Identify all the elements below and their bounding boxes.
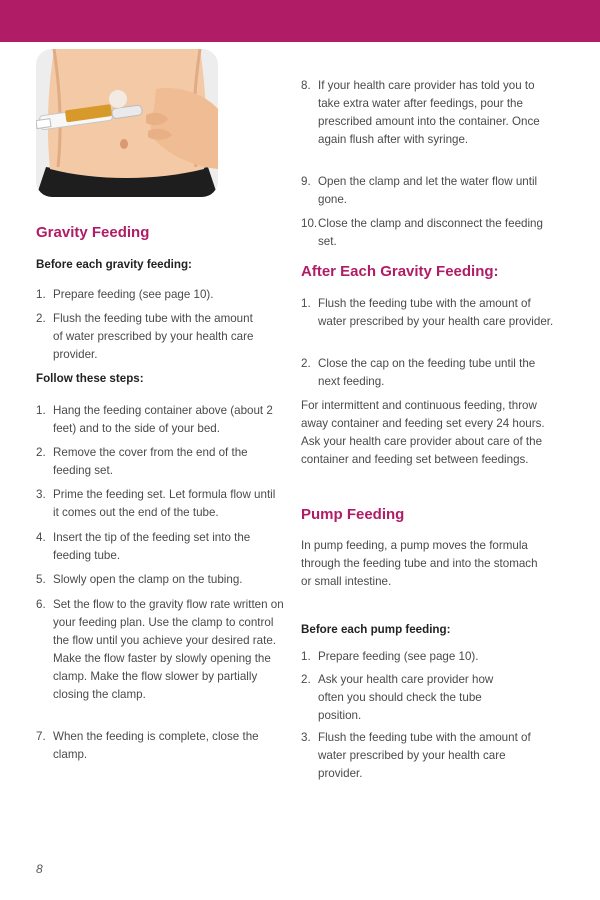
list-item: 4. Insert the tip of the feeding set into the feeding tube.	[36, 531, 251, 562]
list-item: 3. Flush the feeding tube with the amount of water prescribed by your health care provider.	[301, 731, 531, 780]
pump-feeding-intro: In pump feeding, a pump moves the formula through the feeding tube and into the stomach or small intestine.	[301, 539, 538, 588]
list-item: 8. If your health care provider has told you to take extra water after feedings, pour the prescribed amount into the container. Once again flush after with syringe.	[301, 79, 540, 146]
before-gravity-feeding-heading: Before each gravity feeding:	[36, 258, 192, 271]
container-care-note: For intermittent and continuous feeding, throw away container and feeding set every 24 hours. Ask your health care provider about care of the container and feeding set between feedings.	[301, 399, 545, 466]
list-item: 2. Flush the feeding tube with the amount of water prescribed by your health care provider.	[36, 312, 254, 361]
list-item: 2. Close the cap on the feeding tube until the next feeding.	[301, 357, 536, 388]
list-item: 2. Ask your health care provider how often you should check the tube position.	[301, 673, 494, 722]
list-item: 1. Prepare feeding (see page 10).	[301, 650, 479, 663]
list-item: 1. Prepare feeding (see page 10).	[36, 288, 214, 301]
after-gravity-feeding-heading: After Each Gravity Feeding:	[301, 263, 499, 280]
list-item: 5. Slowly open the clamp on the tubing.	[36, 573, 243, 586]
list-item: 9. Open the clamp and let the water flow until gone.	[301, 175, 538, 206]
list-item: 3. Prime the feeding set. Let formula flow until it comes out the end of the tube.	[36, 488, 276, 519]
list-item: 1. Hang the feeding container above (about 2 feet) and to the side of your bed.	[36, 404, 273, 435]
before-pump-feeding-heading: Before each pump feeding:	[301, 623, 451, 636]
page-number: 8	[36, 862, 43, 876]
list-item: 2. Remove the cover from the end of the feeding set.	[36, 446, 248, 477]
top-color-band	[0, 0, 600, 42]
gravity-feeding-heading: Gravity Feeding	[36, 224, 150, 241]
syringe-feeding-illustration	[36, 49, 218, 197]
list-item: 6. Set the flow to the gravity flow rate written on your feeding plan. Use the clamp to control the flow until you achieve your desired rate. Make the flow faster by slowly opening the clamp. Make the flow slower by partially closing the clamp.	[36, 598, 284, 701]
pump-feeding-heading: Pump Feeding	[301, 506, 405, 523]
follow-steps-heading: Follow these steps:	[36, 372, 144, 385]
list-item: 1. Flush the feeding tube with the amount of water prescribed by your health care provider.	[301, 297, 554, 328]
list-item: 7. When the feeding is complete, close the clamp.	[36, 730, 259, 761]
list-item: 10. Close the clamp and disconnect the feeding set.	[301, 217, 543, 248]
